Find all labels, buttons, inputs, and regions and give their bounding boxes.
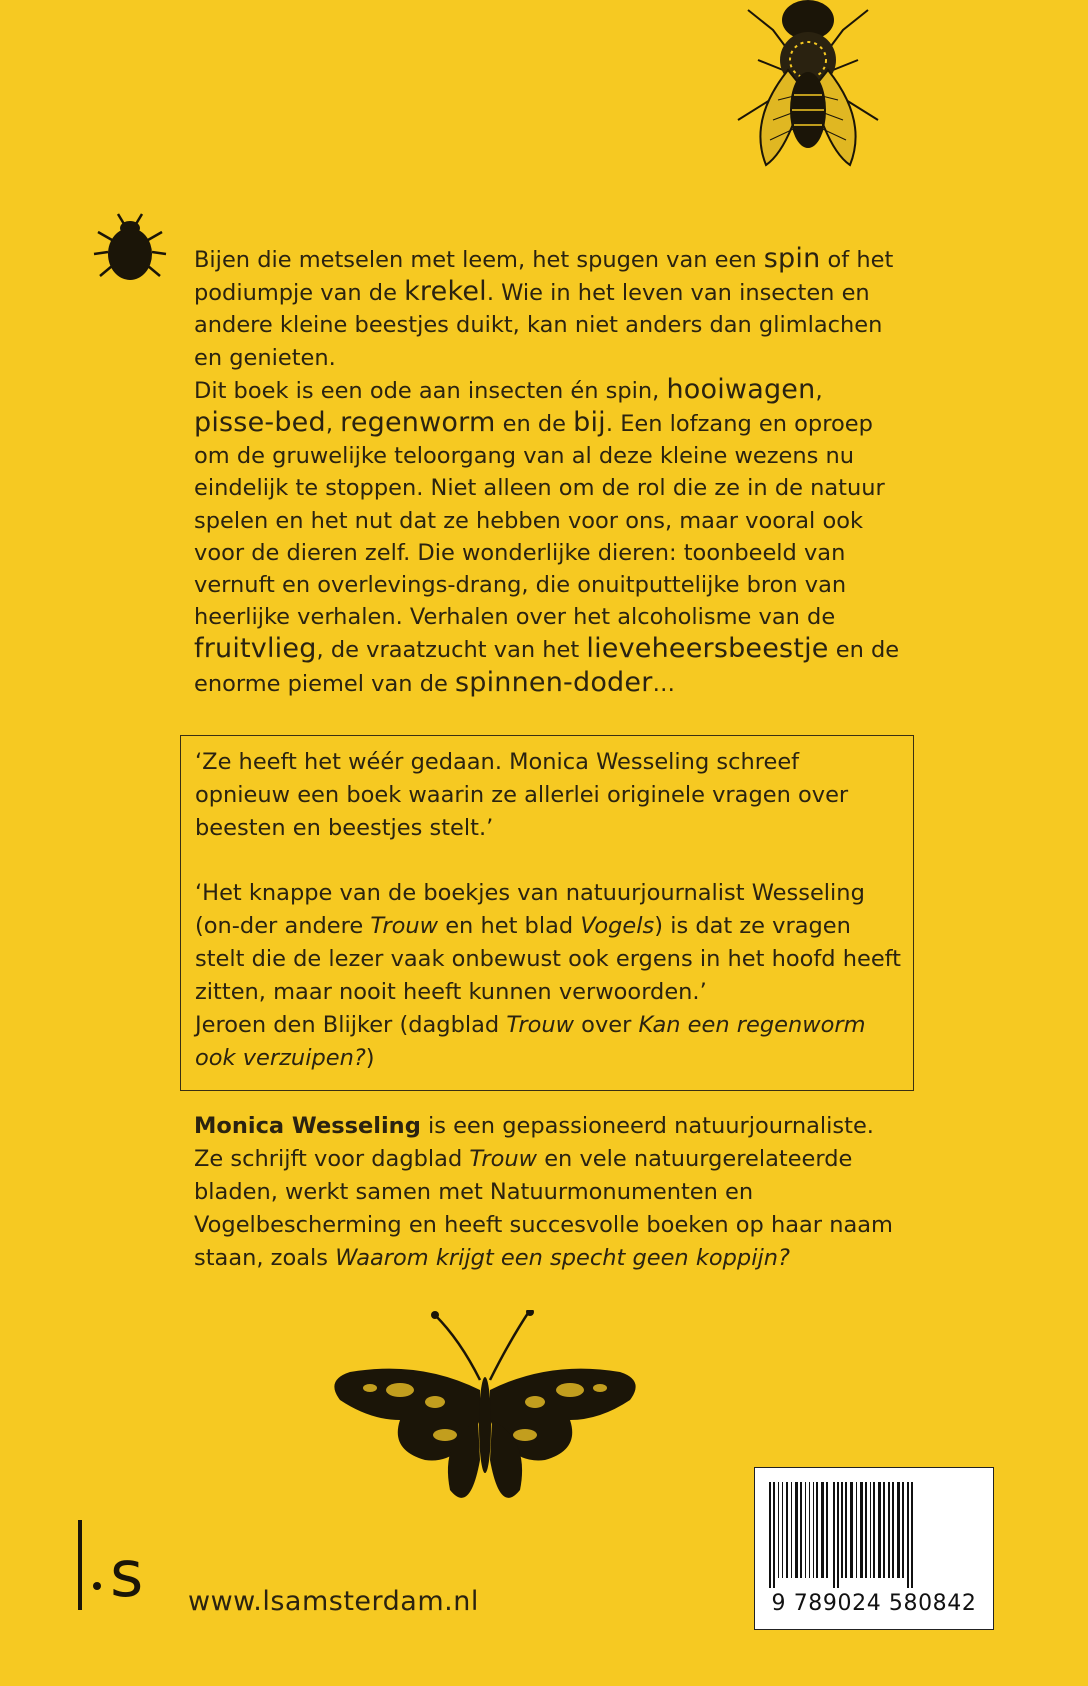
review-a-1: Trouw: [506, 1012, 575, 1038]
blurb-p2-3: pisse-bed: [194, 407, 326, 439]
blurb-p2-4: ,: [325, 411, 341, 438]
review-q2-2: en het blad: [438, 913, 581, 939]
barcode-bar: [883, 1482, 885, 1578]
review-a-3: Kan een regenworm ook verzuipen?: [195, 1012, 866, 1071]
author-p-4: Waarom krijgt een specht geen koppijn?: [335, 1245, 790, 1271]
publisher-logo-dot: [93, 1582, 101, 1590]
barcode-bar: [837, 1482, 839, 1588]
publisher-logo-letter: s: [110, 1538, 144, 1612]
barcode-bar: [800, 1482, 802, 1578]
blurb-p2-12: en de enorme piemel van de: [194, 637, 900, 697]
barcode-bar: [911, 1482, 913, 1588]
review-quotes-box: [180, 735, 914, 1091]
blurb-p2-0: Dit boek is een ode aan insecten én spin,: [194, 377, 667, 404]
fly-illustration: [718, 0, 898, 200]
barcode-bar: [809, 1482, 810, 1578]
butterfly-illustration: [330, 1310, 640, 1520]
isbn-barcode: [754, 1467, 994, 1630]
barcode-bar: [860, 1482, 863, 1578]
barcode-bar: [813, 1482, 814, 1578]
review-quote-2: [195, 877, 901, 1009]
blurb-text: [194, 243, 906, 700]
blurb-p1-4: . Wie in het leven van insecten en andere kleine beestjes duikt, kan niet anders dan glimlachen en genieten.: [194, 280, 883, 371]
blurb-p2-11: lieveheersbeestje: [586, 633, 829, 665]
barcode-bar: [897, 1482, 900, 1578]
barcode-bar: [778, 1482, 779, 1578]
barcode-bar: [873, 1482, 875, 1578]
review-q1-0: ‘Ze heeft het wéér gedaan. Monica Wesseling schreef opnieuw een boek waarin ze allerlei originele vragen over beesten en beestjes stelt.’: [195, 749, 849, 841]
review-q2-3: Vogels: [580, 913, 655, 939]
barcode-bar: [826, 1482, 828, 1578]
review-attribution: [195, 1009, 901, 1075]
barcode-bar: [856, 1482, 857, 1578]
blurb-p2-6: en de: [495, 411, 574, 438]
author-paragraph: [194, 1110, 906, 1275]
barcode-bar: [841, 1482, 843, 1578]
blurb-p2-13: spinnen-doder: [454, 666, 653, 698]
publisher-logo-bar: [78, 1520, 82, 1610]
barcode-bar: [892, 1482, 894, 1578]
blurb-p2-10: , de vraatzucht van het: [316, 637, 587, 664]
barcode-bar: [821, 1482, 824, 1578]
blurb-paragraph-2: [194, 374, 906, 700]
barcode-bar: [907, 1482, 909, 1588]
author-name: Monica Wesseling: [194, 1113, 421, 1139]
ladybug-icon: [90, 210, 170, 290]
blurb-p1-2: of het podiumpje van de: [194, 247, 894, 307]
barcode-bar: [769, 1482, 771, 1588]
review-a-2: over: [574, 1012, 639, 1038]
isbn-number: 9 789024 580842: [771, 1591, 977, 1616]
blurb-p2-7: bij: [573, 407, 606, 439]
blurb-p2-8: . Een lofzang en oproep om de gruwelijke teloorgang van al deze kleine wezens nu eindelijk te stoppen. Niet alleen om de rol die ze in de natuur spelen en het nut dat ze hebben voor ons, maar vooral ook voor de dieren zelf. Die wonderlijke dieren: toonbeeld van vernuft en overlevings-drang, die onuitputtelijke bron van heerlijke verhalen. Verhalen over het alcoholisme van de: [194, 411, 885, 631]
blurb-p2-5: regenworm: [340, 407, 496, 439]
barcode-bar: [791, 1482, 792, 1578]
author-p-1: is een gepassioneerd natuurjournaliste. Ze schrijft voor dagblad: [194, 1113, 874, 1172]
blurb-paragraph-1: [194, 243, 906, 374]
author-bio: [194, 1110, 906, 1275]
review-q2-1: Trouw: [370, 913, 439, 939]
barcode-bar: [865, 1482, 867, 1578]
blurb-p1-0: Bijen die metselen met leem, het spugen van een: [194, 247, 764, 273]
barcode-bar: [805, 1482, 806, 1578]
publisher-website[interactable]: www.lsamsterdam.nl: [188, 1586, 479, 1617]
barcode-bar: [782, 1482, 783, 1578]
review-quote-1: [195, 746, 901, 845]
barcode-bar: [845, 1482, 847, 1578]
barcode-bar: [786, 1482, 788, 1578]
blurb-p1-1: spin: [763, 243, 821, 274]
author-p-2: Trouw: [469, 1146, 538, 1172]
review-a-4: ): [365, 1045, 375, 1071]
barcode-bar: [902, 1482, 904, 1578]
review-spacer: [195, 845, 901, 877]
blurb-p2-1: hooiwagen: [666, 373, 816, 405]
barcode-bar: [850, 1482, 853, 1578]
blurb-p2-14: …: [652, 670, 675, 697]
review-a-0: Jeroen den Blijker (dagblad: [195, 1012, 507, 1038]
blurb-p1-3: krekel: [404, 276, 487, 308]
barcode-bar: [816, 1482, 818, 1578]
review-q2-4: ) is dat ze vragen stelt die de lezer vaak onbewust ook ergens in het hoofd heeft zitten, maar nooit heeft kunnen verwoorden.’: [195, 913, 902, 1005]
barcode-bar: [795, 1482, 798, 1578]
barcode-bars: [767, 1482, 983, 1588]
review-q2-0: ‘Het knappe van de boekjes van natuurjournalist Wesseling (on-der andere: [195, 880, 865, 939]
blurb-p2-2: ,: [815, 377, 823, 404]
barcode-bar: [870, 1482, 871, 1578]
barcode-bar: [878, 1482, 881, 1578]
barcode-bar: [773, 1482, 775, 1588]
blurb-p2-9: fruitvlieg: [194, 633, 317, 665]
barcode-bar: [888, 1482, 890, 1578]
author-p-3: en vele natuurgerelateerde bladen, werkt samen met Natuurmonumenten en Vogelbescherming en heeft succesvolle boeken op haar naam staan, zoals: [194, 1146, 893, 1271]
barcode-bar: [833, 1482, 835, 1588]
